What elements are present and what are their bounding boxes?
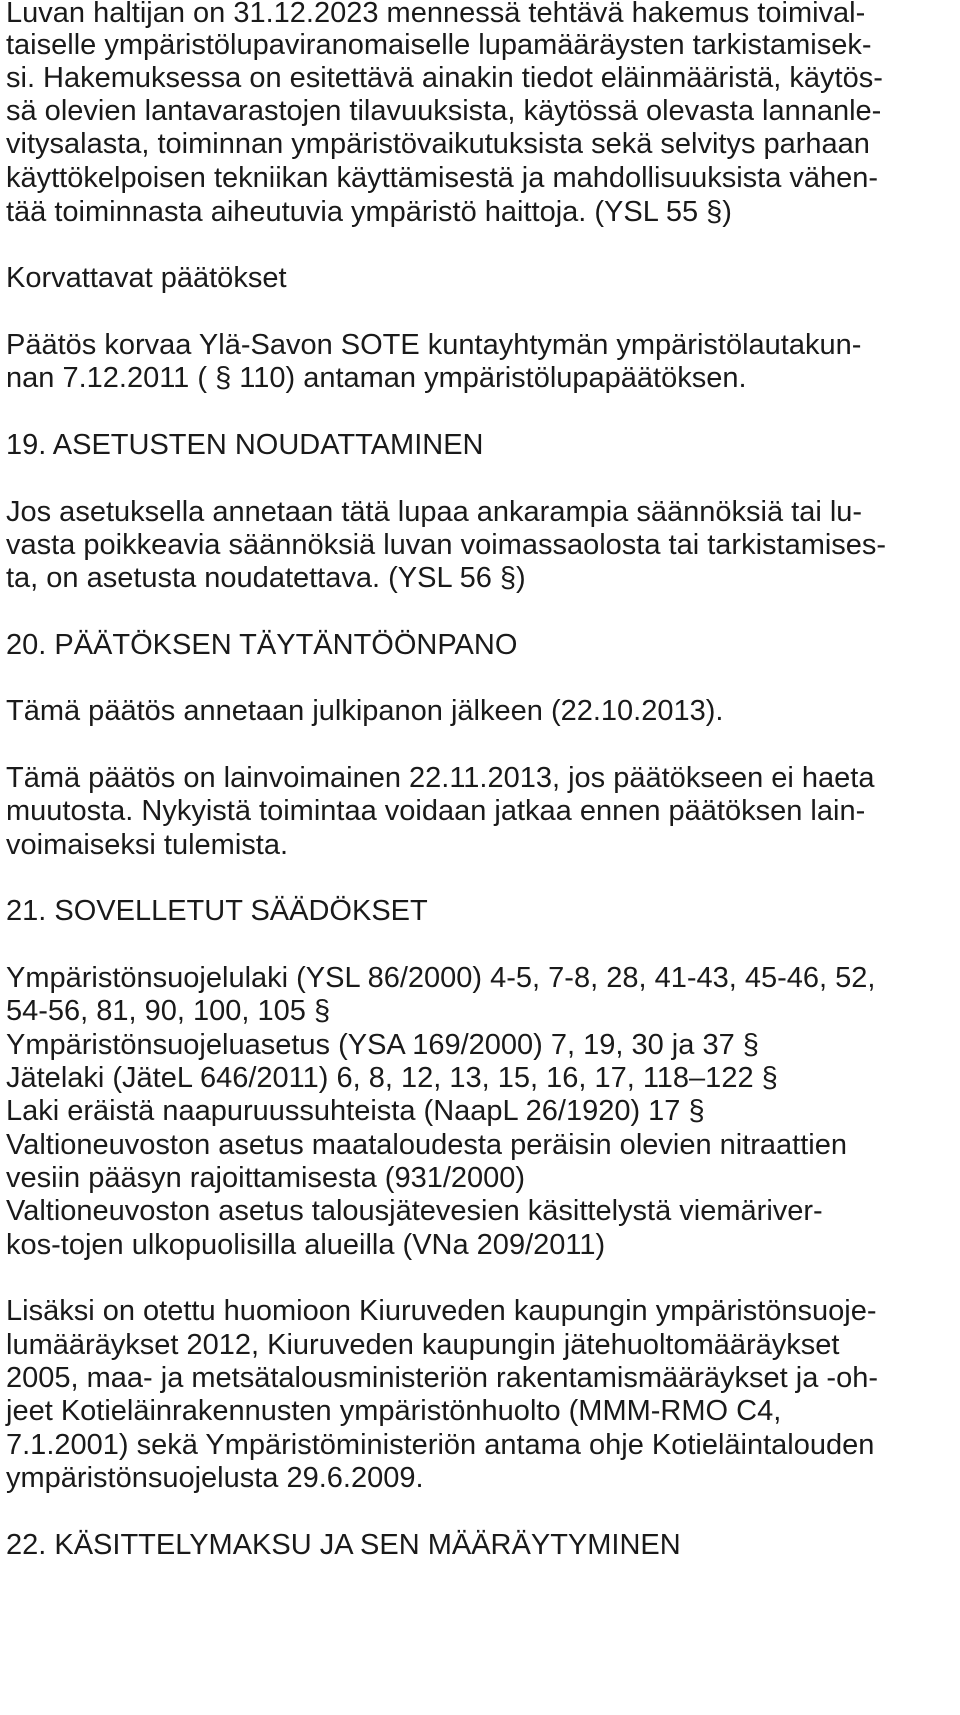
paragraph-line: Tämä päätös annetaan julkipanon jälkeen (22.10.2013). — [6, 695, 724, 727]
paragraph-line: tää toiminnasta aiheutuvia ympäristö haittoja. (YSL 55 §) — [6, 196, 732, 228]
paragraph-line: ta, on asetusta noudatettava. (YSL 56 §) — [6, 562, 526, 594]
paragraph-line: Tämä päätös on lainvoimainen 22.11.2013, jos päätökseen ei haeta — [6, 762, 875, 794]
paragraph-line: Luvan haltijan on 31.12.2023 mennessä tehtävä hakemus toimival- — [6, 0, 866, 29]
paragraph-line: 2005, maa- ja metsätalousministeriön rakentamismääräykset ja -oh- — [6, 1362, 878, 1394]
paragraph-line: lumääräykset 2012, Kiuruveden kaupungin jätehuoltomääräykset — [6, 1329, 840, 1361]
paragraph-line: taiselle ympäristölupaviranomaiselle lupamääräysten tarkistamisek- — [6, 29, 872, 61]
paragraph-line: muutosta. Nykyistä toimintaa voidaan jatkaa ennen päätöksen lain- — [6, 795, 866, 827]
paragraph-line: Lisäksi on otettu huomioon Kiuruveden kaupungin ympäristönsuoje- — [6, 1295, 877, 1327]
paragraph-line: sä olevien lantavarastojen tilavuuksista, käytössä olevasta lannanle- — [6, 95, 882, 127]
paragraph-line: käyttökelpoisen tekniikan käyttämisestä ja mahdollisuuksista vähen- — [6, 162, 879, 194]
paragraph-line: Valtioneuvoston asetus maataloudesta peräisin olevien nitraattien — [6, 1129, 847, 1161]
paragraph-line: Jos asetuksella annetaan tätä lupaa ankarampia säännöksiä tai lu- — [6, 496, 863, 528]
paragraph-line: vitysalasta, toiminnan ympäristövaikutuksista sekä selvitys parhaan — [6, 128, 870, 160]
section-heading: 20. PÄÄTÖKSEN TÄYTÄNTÖÖNPANO — [6, 629, 518, 661]
paragraph-line: si. Hakemuksessa on esitettävä ainakin tiedot eläinmääristä, käytös- — [6, 62, 883, 94]
section-heading: 19. ASETUSTEN NOUDATTAMINEN — [6, 429, 484, 461]
paragraph-line: voimaiseksi tulemista. — [6, 829, 289, 861]
section-heading: 21. SOVELLETUT SÄÄDÖKSET — [6, 895, 428, 927]
paragraph-line: Jätelaki (JäteL 646/2011) 6, 8, 12, 13, 15, 16, 17, 118–122 § — [6, 1062, 778, 1094]
paragraph-line: Ympäristönsuojelulaki (YSL 86/2000) 4-5, 7-8, 28, 41-43, 45-46, 52, — [6, 962, 876, 994]
section-heading: Korvattavat päätökset — [6, 262, 287, 294]
paragraph-line: Päätös korvaa Ylä-Savon SOTE kuntayhtymän ympäristölautakun- — [6, 329, 862, 361]
paragraph-line: 7.1.2001) sekä Ympäristöministeriön antama ohje Kotieläintalouden — [6, 1429, 875, 1461]
paragraph-line: jeet Kotieläinrakennusten ympäristönhuolto (MMM-RMO C4, — [6, 1395, 782, 1427]
section-heading: 22. KÄSITTELYMAKSU JA SEN MÄÄRÄYTYMINEN — [6, 1529, 681, 1561]
paragraph-line: Ympäristönsuojeluasetus (YSA 169/2000) 7, 19, 30 ja 37 § — [6, 1029, 759, 1061]
paragraph-line: nan 7.12.2011 ( § 110) antaman ympäristölupapäätöksen. — [6, 362, 747, 394]
paragraph-line: vasta poikkeavia säännöksiä luvan voimassaolosta tai tarkistamises- — [6, 529, 887, 561]
paragraph-line: 54-56, 81, 90, 100, 105 § — [6, 995, 331, 1027]
paragraph-line: vesiin pääsyn rajoittamisesta (931/2000) — [6, 1162, 526, 1194]
paragraph-line: kos-tojen ulkopuolisilla alueilla (VNa 209/2011) — [6, 1229, 606, 1261]
paragraph-line: Valtioneuvoston asetus talousjätevesien käsittelystä viemäriver- — [6, 1195, 823, 1227]
paragraph-line: Laki eräistä naapuruussuhteista (NaapL 26/1920) 17 § — [6, 1095, 705, 1127]
paragraph-line: ympäristönsuojelusta 29.6.2009. — [6, 1462, 424, 1494]
